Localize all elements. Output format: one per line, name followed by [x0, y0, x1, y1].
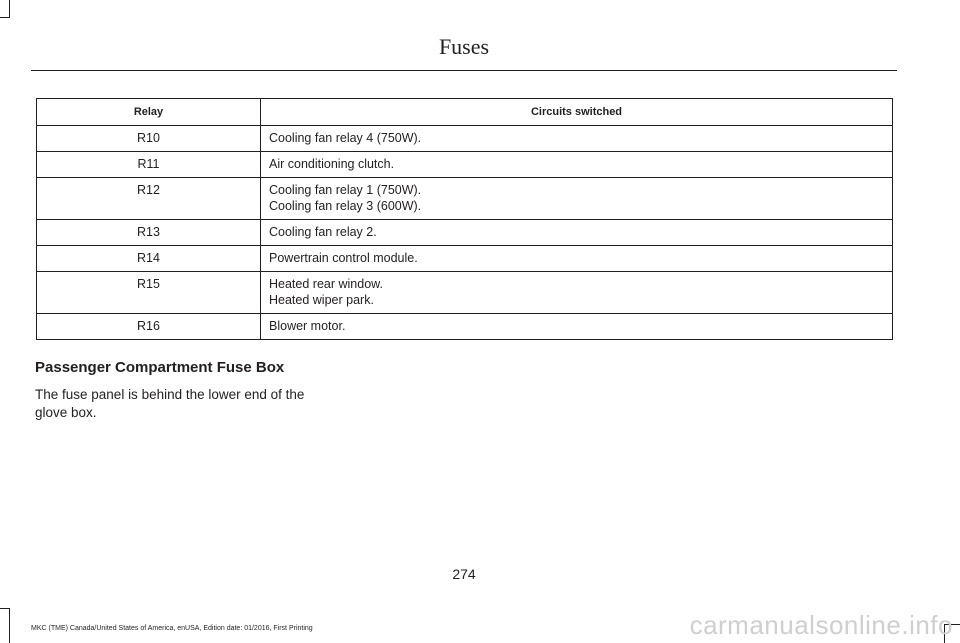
crop-mark-top-left — [9, 0, 10, 17]
page-title: Fuses — [438, 34, 490, 59]
circuit-line: Blower motor. — [269, 319, 346, 333]
circuit-line: Cooling fan relay 1 (750W). — [269, 183, 422, 197]
relay-cell: R16 — [37, 314, 261, 340]
section-body-text: The fuse panel is behind the lower end of the glove box. — [35, 387, 305, 420]
table-row — [37, 126, 893, 152]
table-row — [37, 272, 893, 314]
circuits-cell — [261, 314, 893, 340]
circuits-cell — [261, 220, 893, 246]
table-header-row — [37, 99, 893, 126]
circuit-line: Heated rear window. — [269, 277, 383, 291]
crop-mark-bottom-left — [0, 608, 10, 609]
column-header-relay: Relay — [37, 99, 261, 126]
circuit-line: Powertrain control module. — [269, 251, 418, 265]
relay-cell: R12 — [37, 178, 261, 220]
relay-cell: R11 — [37, 152, 261, 178]
table-row — [37, 152, 893, 178]
section-heading: Passenger Compartment Fuse Box — [35, 359, 285, 376]
relay-cell: R15 — [37, 272, 261, 314]
table-row — [37, 178, 893, 220]
column-header-circuits: Circuits switched — [261, 99, 893, 126]
relay-cell: R13 — [37, 220, 261, 246]
circuits-cell — [261, 152, 893, 178]
circuit-line: Cooling fan relay 4 (750W). — [269, 131, 422, 145]
circuit-line: Cooling fan relay 3 (600W). — [269, 199, 422, 213]
relay-table — [36, 98, 893, 340]
circuit-line: Cooling fan relay 2. — [269, 225, 377, 239]
circuits-cell — [261, 246, 893, 272]
circuit-line: Air conditioning clutch. — [269, 157, 395, 171]
footer-edition-text: MKC (TME) Canada/United States of America, enUSA, Edition date: 01/2016, First Printing — [31, 625, 313, 632]
header-divider — [31, 70, 897, 71]
table-row — [37, 314, 893, 340]
circuit-line: Heated wiper park. — [269, 293, 374, 307]
table-row — [37, 220, 893, 246]
page-number: 274 — [452, 566, 476, 582]
circuits-cell — [261, 178, 893, 220]
watermark: carmanualsonline.info — [689, 610, 953, 640]
crop-mark-top-left — [0, 17, 10, 18]
circuits-cell — [261, 126, 893, 152]
relay-cell: R10 — [37, 126, 261, 152]
table-row — [37, 246, 893, 272]
crop-mark-bottom-left — [9, 608, 10, 643]
relay-cell: R14 — [37, 246, 261, 272]
table-body — [37, 126, 893, 340]
circuits-cell — [261, 272, 893, 314]
